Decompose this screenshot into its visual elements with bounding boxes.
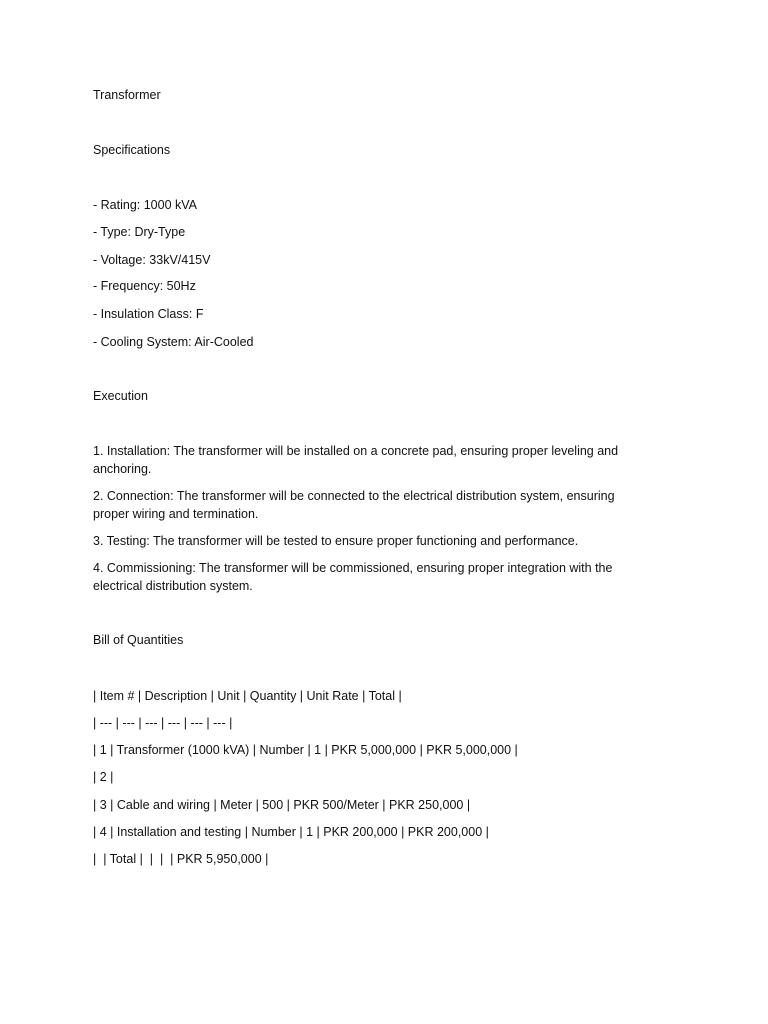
boq-row-4: | 4 | Installation and testing | Number | 1 | PKR 200,000 | PKR 200,000 |: [93, 825, 489, 839]
document-title: Transformer: [93, 88, 161, 102]
execution-step-installation: 1. Installation: The transformer will be installed on a concrete pad, ensuring proper leveling and anchoring.: [93, 444, 619, 476]
execution-heading: Execution: [93, 389, 148, 403]
execution-step-commissioning: 4. Commissioning: The transformer will be commissioned, ensuring proper integration with the electrical distribution system.: [93, 561, 613, 593]
spec-item-insulation-class: - Insulation Class: F: [93, 307, 204, 321]
spec-item-rating: - Rating: 1000 kVA: [93, 198, 197, 212]
boq-row-3: | 3 | Cable and wiring | Meter | 500 | PKR 500/Meter | PKR 250,000 |: [93, 798, 471, 812]
boq-row-2: | 2 |: [93, 770, 114, 784]
execution-step-testing: 3. Testing: The transformer will be tested to ensure proper functioning and performance.: [93, 534, 579, 548]
boq-separator-row: | --- | --- | --- | --- | --- | --- |: [93, 716, 233, 730]
spec-item-voltage: - Voltage: 33kV/415V: [93, 253, 211, 267]
boq-total-row: | | Total | | | | PKR 5,950,000 |: [93, 852, 269, 866]
spec-item-type: - Type: Dry-Type: [93, 225, 186, 239]
boq-header-row: | Item # | Description | Unit | Quantity | Unit Rate | Total |: [93, 689, 402, 703]
execution-step-connection: 2. Connection: The transformer will be connected to the electrical distribution system, ensuring proper wiring and termination.: [93, 489, 615, 521]
boq-heading: Bill of Quantities: [93, 633, 184, 647]
spec-item-frequency: - Frequency: 50Hz: [93, 279, 196, 293]
specifications-heading: Specifications: [93, 143, 171, 157]
boq-row-1: | 1 | Transformer (1000 kVA) | Number | 1 | PKR 5,000,000 | PKR 5,000,000 |: [93, 743, 518, 757]
spec-item-cooling-system: - Cooling System: Air-Cooled: [93, 335, 254, 349]
